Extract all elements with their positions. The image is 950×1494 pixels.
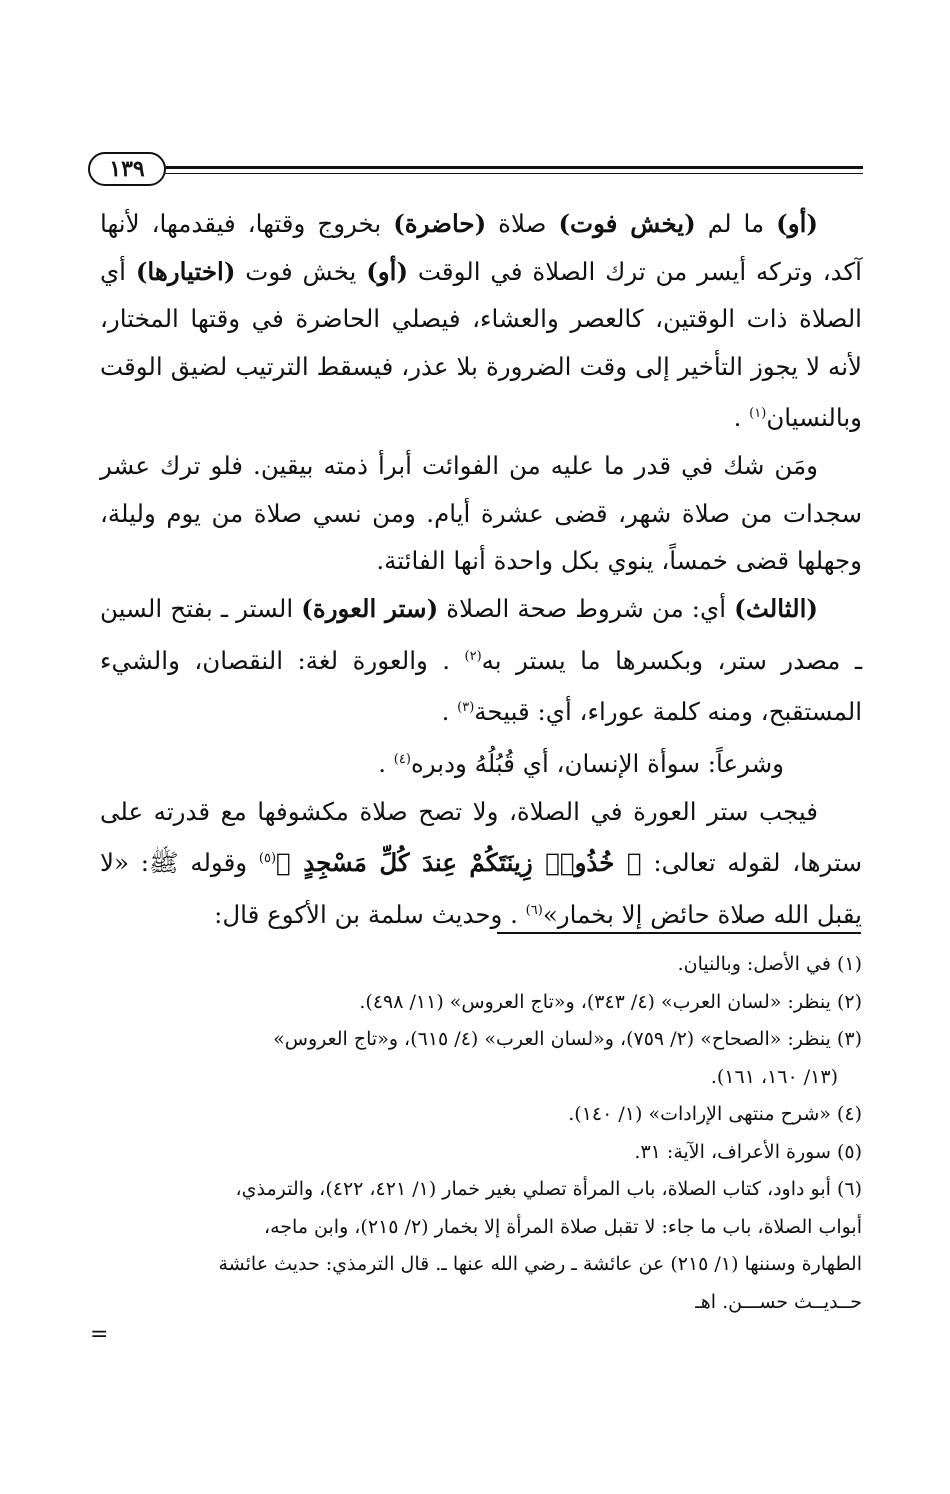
main-text	[100, 200, 862, 939]
paragraph-4	[100, 736, 862, 788]
text-run: صلاة	[486, 209, 559, 238]
bold-term: (حاضرة)	[393, 209, 487, 238]
text-run: ما لم	[695, 209, 777, 238]
footnote-3: (٣) ينظر: «الصحاح» (٢/ ٧٥٩)، و«لسان العرب» (٤/ ٦١٥)، و«تاج العروس»	[273, 1028, 862, 1050]
footnote-separator	[497, 932, 861, 934]
footnotes	[100, 946, 862, 1321]
text-run: . وحديث سلمة بن الأكوع قال:	[214, 900, 526, 930]
text-run: أي: من شروط صحة الصلاة	[438, 593, 735, 623]
header-rule-thin	[158, 173, 863, 174]
continuation-mark: =	[90, 1322, 109, 1347]
footnote-3-continuation: (١٣/ ١٦٠، ١٦١).	[710, 1065, 838, 1088]
bold-term: (أو)	[366, 256, 409, 286]
footnote-4: (٤) «شرح منتهى الإرادات» (١/ ١٤٠).	[568, 1103, 862, 1125]
text-run: .	[733, 403, 750, 433]
paragraph-5	[100, 788, 862, 939]
text-run: فيجب ستر العورة في الصلاة، ولا تصح صلاة مكشوفها مع قدرته على سترها، لقوله تعالى:	[100, 796, 862, 878]
footnote-ref[interactable]: (٢)	[464, 648, 482, 664]
text-run: الستر ـ بفتح السين ـ مصدر ستر، وبكسرها ما يستر به	[100, 593, 862, 675]
bold-term: (يخش فوت)	[558, 209, 696, 238]
text-run: .	[378, 749, 394, 779]
text-run: بخروج وقتها، فيقدمها، لأنها آكد، وتركه أيسر من ترك الصلاة في الوقت	[100, 209, 862, 286]
bold-term: (الثالث)	[734, 593, 818, 623]
bold-term: (أو)	[776, 209, 818, 238]
bold-term: (اختيارها)	[135, 256, 236, 286]
footnote-6-line-3: الطهارة وسننها (١/ ٢١٥) عن عائشة ـ رضي الله عنها ـ. قال الترمذي: حديث عائشة	[218, 1253, 862, 1275]
paragraph-2: ومَن شك في قدر ما عليه من الفوائت أبرأ ذمته بيقين. فلو ترك عشر سجدات من صلاة شهر، قضى عشرة أيام. ومن نسي صلاة من يوم وليلة، وجهلها قضى خمساً، ينوي بكل واحدة أنها الفائتة.	[100, 451, 862, 576]
text-run: .	[441, 697, 458, 727]
page-header	[88, 150, 863, 190]
bold-term: (ستر العورة)	[301, 593, 439, 623]
footnote-6-line-2: أبواب الصلاة، باب ما جاء: لا تقبل صلاة المرأة إلا بخمار (٢/ ٢١٥)، وابن ماجه،	[263, 1215, 862, 1238]
footnote-2: (٢) ينظر: «لسان العرب» (٤/ ٣٤٣)، و«تاج العروس» (١١/ ٤٩٨).	[359, 990, 862, 1013]
footnote-6-line-4: حــديــث حســـن. اهـ	[695, 1290, 862, 1313]
footnote-ref[interactable]: (٤)	[393, 752, 411, 767]
text-run: وقوله ﷺ: «لا يقبل الله صلاة حائض إلا بخمار»	[100, 848, 862, 930]
footnote-1: (١) في الأصل: وبالنيان.	[677, 953, 862, 975]
text-run: . والعورة لغة: النقصان، والشيء المستقبح، ومنه كلمة عوراء، أي: قبيحة	[100, 645, 862, 727]
footnote-6: (٦) أبو داود، كتاب الصلاة، باب المرأة تصلي بغير خمار (١/ ٤٢١، ٤٢٢)، والترمذي،	[235, 1178, 862, 1200]
paragraph-3	[100, 585, 862, 736]
text-run: يخش فوت	[235, 256, 367, 286]
footnote-5: (٥) سورة الأعراف، الآية: ٣١.	[634, 1140, 862, 1163]
footnote-ref[interactable]: (٦)	[525, 903, 543, 919]
text-run: أي الصلاة ذات الوقتين، كالعصر والعشاء، فيصلي الحاضرة في وقتها المختار، لأنه لا يجوز التأخير إلى وقت الضرورة بلا عذر، فيسقط الترتيب لضيق الوقت وبالنسيان	[100, 256, 862, 433]
footnote-ref[interactable]: (٣)	[457, 700, 475, 716]
header-rule-thick	[158, 166, 863, 169]
page-number: ١٣٩	[88, 152, 166, 186]
quran-verse: ﴿ خُذُوا۟ زِينَتَكُمْ عِندَ كُلِّ مَسْجِدٍ ﴾	[276, 848, 642, 878]
paragraph-1	[100, 200, 862, 442]
footnote-ref[interactable]: (٥)	[258, 851, 277, 867]
footnote-ref[interactable]: (١)	[749, 406, 767, 422]
text-run: وشرعاً: سوأة الإنسان، أي قُبُلُهُ ودبره	[410, 749, 784, 779]
